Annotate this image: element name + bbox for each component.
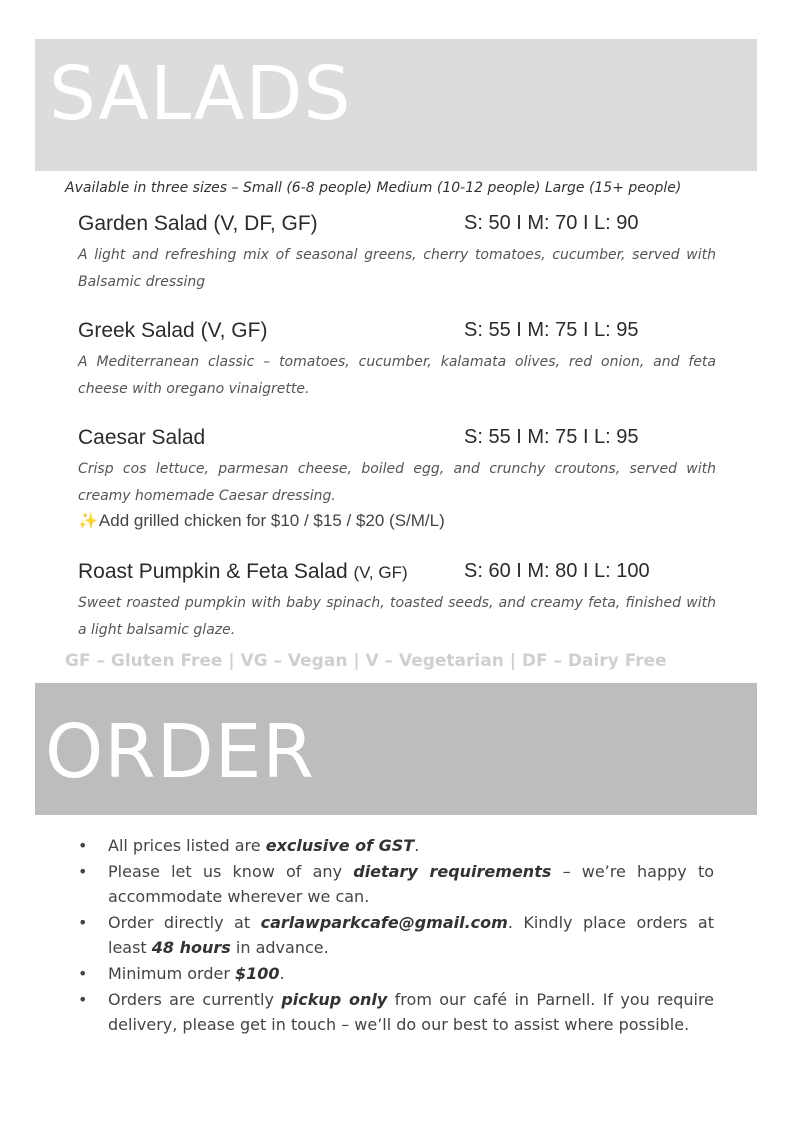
item-description: Crisp cos lettuce, parmesan cheese, boiled egg, and crunchy croutons, served with creamy homemade Caesar dressing. [78, 461, 716, 504]
bullet: • [78, 964, 88, 983]
order-banner [35, 683, 757, 815]
bullet: • [78, 862, 88, 881]
item-name: Garden Salad (V, DF, GF) [78, 212, 318, 235]
order-info-item: • Order directly at carlawparkcafe@gmail.com. Kindly place orders at least 48 hours in advance. [78, 910, 714, 960]
item-description: A Mediterranean classic – tomatoes, cucumber, kalamata olives, red onion, and feta cheese with oregano vinaigrette. [78, 354, 716, 397]
item-price: S: 55 I M: 75 I L: 95 [464, 426, 639, 448]
order-email-link[interactable]: carlawparkcafe@gmail.com [260, 913, 508, 932]
sizes-note: Available in three sizes – Small (6-8 people) Medium (10-12 people) Large (15+ people) [65, 180, 682, 196]
item-name: Roast Pumpkin & Feta Salad (V, GF) [78, 560, 408, 583]
order-info-item: • All prices listed are exclusive of GST. [78, 833, 714, 858]
order-info-list [78, 833, 714, 1038]
dietary-legend: GF – Gluten Free | VG – Vegan | V – Vegetarian | DF – Dairy Free [65, 651, 667, 671]
salads-banner [35, 39, 757, 171]
order-info-item: • Minimum order $100. [78, 961, 714, 986]
bullet: • [78, 836, 88, 855]
item-description: A light and refreshing mix of seasonal greens, cherry tomatoes, cucumber, served with Balsamic dressing [78, 247, 716, 290]
item-description: Sweet roasted pumpkin with baby spinach, toasted seeds, and creamy feta, finished with a light balsamic glaze. [78, 595, 716, 638]
item-tags: (V, GF) [353, 563, 408, 582]
bullet: • [78, 990, 88, 1009]
sparkle-icon: ✨ [78, 513, 98, 530]
salads-title: SALADS [49, 51, 352, 137]
item-name: Caesar Salad [78, 426, 206, 449]
item-name: Greek Salad (V, GF) [78, 319, 268, 342]
order-info-item: • Please let us know of any dietary requirements – we’re happy to accommodate wherever we can. [78, 859, 714, 909]
item-price: S: 60 I M: 80 I L: 100 [464, 560, 650, 582]
order-info-item: • Orders are currently pickup only from our café in Parnell. If you require delivery, please get in touch – we’ll do our best to assist where possible. [78, 987, 714, 1037]
order-title: ORDER [45, 709, 315, 795]
item-price: S: 50 I M: 70 I L: 90 [464, 212, 639, 234]
item-addon: ✨Add grilled chicken for $10 / $15 / $20 (S/M/L) [78, 511, 445, 530]
item-price: S: 55 I M: 75 I L: 95 [464, 319, 639, 341]
bullet: • [78, 913, 88, 932]
